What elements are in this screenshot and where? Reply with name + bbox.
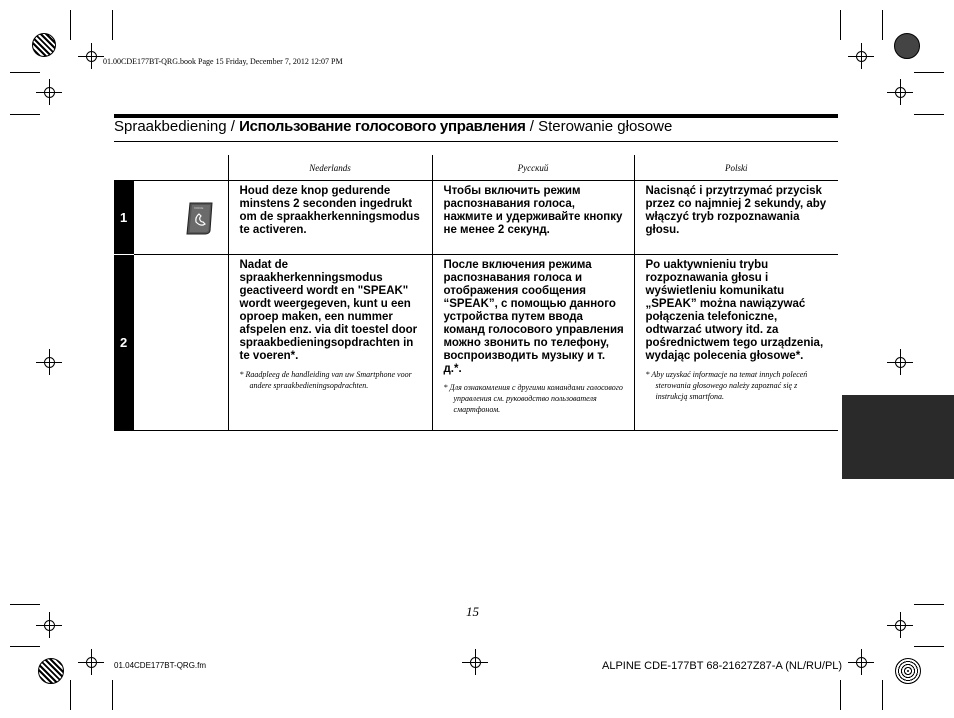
registration-circle-icon: [38, 658, 64, 684]
table-row: [114, 255, 838, 431]
title-polish: / Sterowanie głosowe: [525, 118, 673, 135]
header-spacer: [114, 155, 228, 181]
svg-text:VOICE: VOICE: [194, 206, 204, 210]
step-number: 2: [114, 255, 134, 431]
table-header-row: [114, 155, 838, 181]
page-number: 15: [466, 604, 479, 619]
file-info-line: 01.00CDE177BT-QRG.book Page 15 Friday, December 7, 2012 12:07 PM: [103, 57, 343, 66]
registration-circle-icon: [894, 33, 920, 59]
column-header-nl: Nederlands: [228, 155, 432, 181]
step1-pl: Nacisnąć i przytrzymać przycisk przez co najmniej 2 sekundy, aby włączyć tryb rozpoznawania głosu.: [634, 181, 838, 255]
step2-pl-cell: [634, 255, 838, 431]
icon-cell: [134, 181, 228, 255]
step2-ru: После включения режима распознавания голоса и отображения сообщения “SPEAK”, с помощью данного устройства путем ввода команд голосового управления можно звонить по телефону, воспроизводить музыку и т. д.*.: [443, 259, 624, 375]
step1-nl: Houd deze knop gedurende minstens 2 seconden ingedrukt om de spraakherkenningsmodus te activeren.: [228, 181, 432, 255]
instruction-table: [114, 155, 838, 431]
step2-nl-cell: [228, 255, 432, 431]
step2-nl: Nadat de spraakherkenningsmodus geactiveerd wordt en "SPEAK" wordt weergegeven, kunt u een oproep maken, een nummer afspelen enz. via dit toestel door spraakbedieningsopdrachten in te voeren*.: [239, 259, 418, 362]
title-dutch: Spraakbediening /: [114, 118, 240, 135]
step2-nl-note: * Raadpleeg de handleiding van uw Smartphone voor andere spraakbedieningsopdrachten.: [239, 370, 412, 390]
title-underline: [114, 141, 838, 142]
table-row: [114, 181, 838, 255]
step1-ru: Чтобы включить режим распознавания голоса, нажмите и удерживайте кнопку не менее 2 секунд.: [432, 181, 634, 255]
footer-filename: 01.04CDE177BT-QRG.fm: [114, 661, 207, 670]
registration-circle-icon: [32, 33, 56, 57]
step2-ru-cell: [432, 255, 634, 431]
column-header-ru: Русский: [432, 155, 634, 181]
step2-ru-note: * Для ознакомления с другими командами голосового управления см. руководство пользователя смартфоном.: [443, 383, 623, 414]
column-header-pl: Polski: [634, 155, 838, 181]
icon-cell: [134, 255, 228, 431]
phone-button-icon: [184, 201, 214, 235]
title-russian: Использование голосового управления: [239, 118, 526, 135]
section-tab: [842, 395, 954, 479]
registration-circle-icon: [895, 658, 921, 684]
step2-pl: Po uaktywnieniu trybu rozpoznawania głosu i wyświetleniu komunikatu „SPEAK” można nawiązywać połączenia telefoniczne, odtwarzać utwory itd. za pośrednictwem tego urządzenia, wydając polecenia głosowe*.: [645, 259, 824, 362]
footer-model: ALPINE CDE-177BT 68-21627Z87-A (NL/RU/PL): [602, 660, 843, 672]
step2-pl-note: * Aby uzyskać informacje na temat innych poleceń sterowania głosowego należy zapoznać się z instrukcją smartfona.: [645, 370, 808, 401]
page-title: [114, 118, 672, 135]
step-number: 1: [114, 181, 134, 255]
